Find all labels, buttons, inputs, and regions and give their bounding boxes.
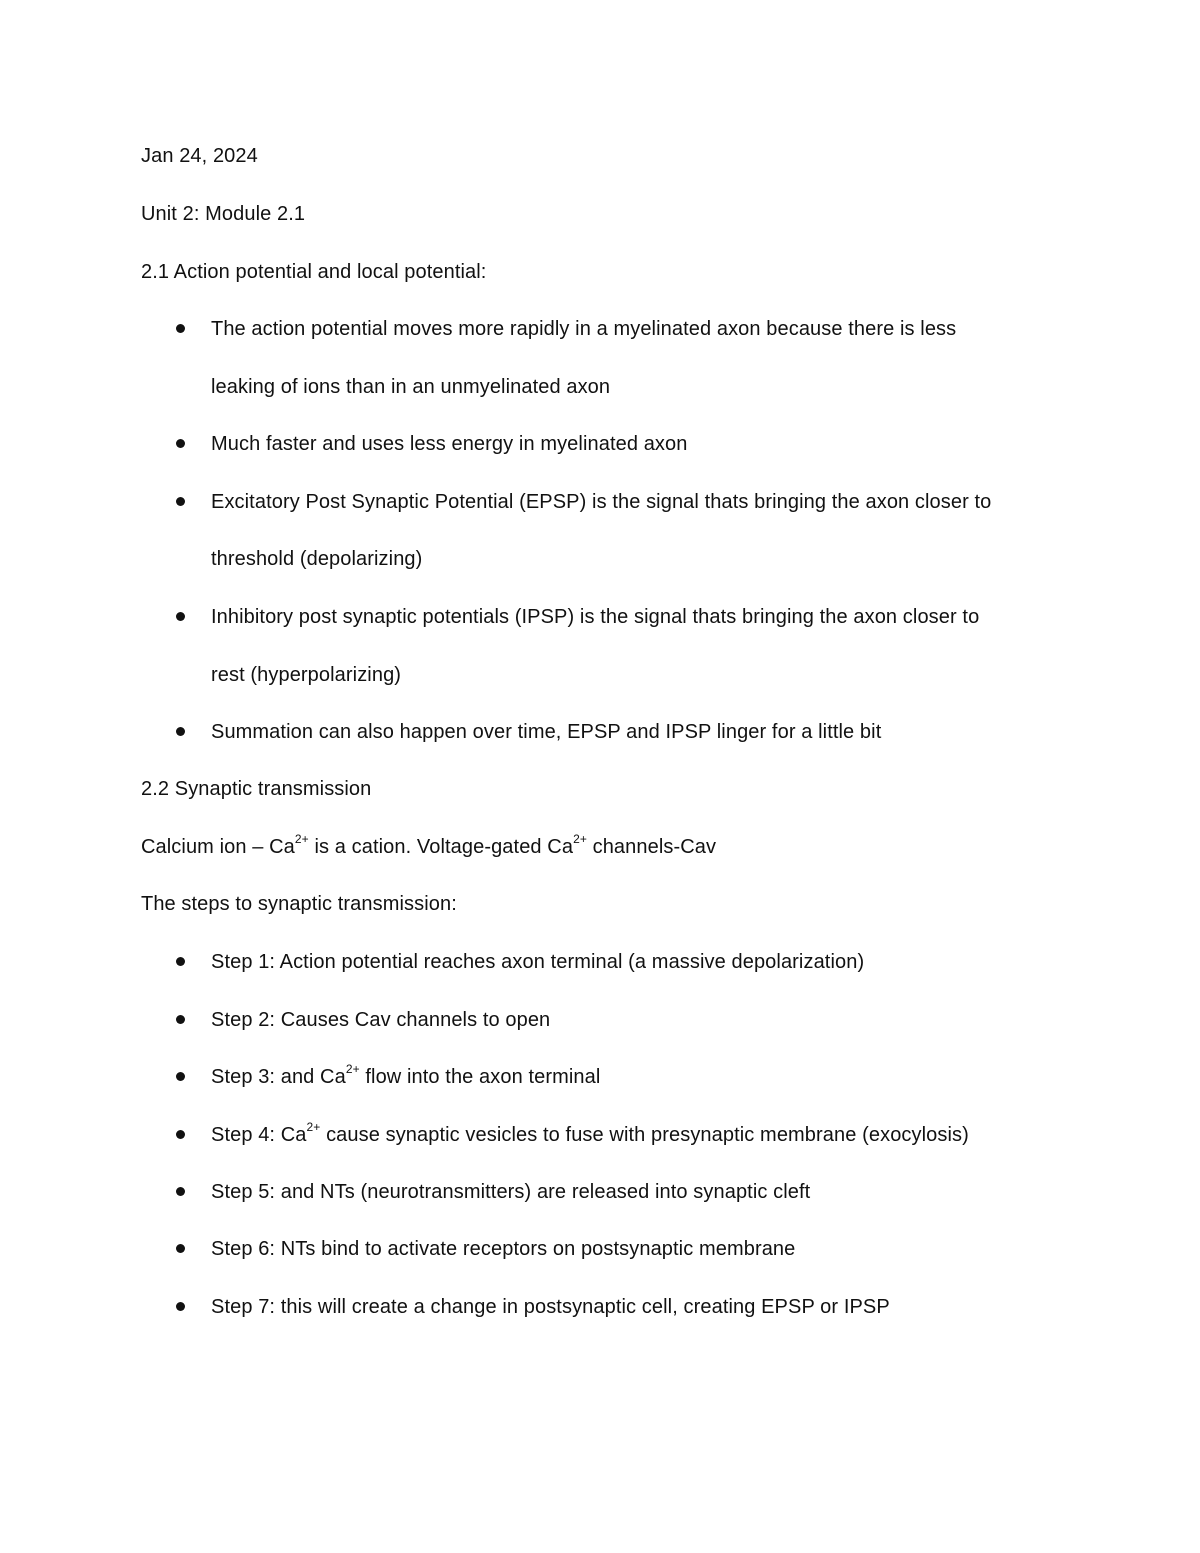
bullet-4-line-1: Inhibitory post synaptic potentials (IPSP) is the signal thats bringing the axon closer to [211, 606, 980, 628]
bullet-icon [176, 957, 185, 966]
step-3-text-2: flow into the axon terminal [359, 1066, 601, 1088]
calcium-text-3: channels-Cav [586, 836, 717, 858]
step-5: Step 5: and NTs (neurotransmitters) are released into synaptic cleft [211, 1181, 811, 1203]
bullet-icon [176, 1187, 185, 1196]
calcium-superscript-1: 2+ [294, 832, 309, 847]
calcium-text-2: is a cation. Voltage-gated Ca [308, 836, 574, 858]
bullet-2-line-1: Much faster and uses less energy in myelinated axon [211, 433, 688, 455]
bullet-icon [176, 324, 185, 333]
calcium-text-1: Calcium ion – Ca [141, 836, 295, 858]
bullet-icon [176, 1015, 185, 1024]
bullet-1-line-1: The action potential moves more rapidly in a myelinated axon because there is less [211, 318, 957, 340]
step-4-text-2: cause synaptic vesicles to fuse with presynaptic membrane (exocylosis) [320, 1124, 969, 1146]
bullet-4-line-2: rest (hyperpolarizing) [211, 664, 402, 686]
bullet-icon [176, 439, 185, 448]
bullet-3-line-2: threshold (depolarizing) [211, 548, 423, 570]
steps-intro: The steps to synaptic transmission: [141, 893, 457, 915]
step-3-superscript: 2+ [345, 1062, 360, 1077]
step-3-text-1: Step 3: and Ca [211, 1066, 346, 1088]
step-1: Step 1: Action potential reaches axon terminal (a massive depolarization) [211, 951, 865, 973]
bullet-icon [176, 1072, 185, 1081]
bullet-icon [176, 1302, 185, 1311]
bullet-5-line-1: Summation can also happen over time, EPSP and IPSP linger for a little bit [211, 721, 882, 743]
step-4-text-1: Step 4: Ca [211, 1124, 307, 1146]
section-heading-2-2: 2.2 Synaptic transmission [141, 778, 372, 800]
bullet-icon [176, 1130, 185, 1139]
bullet-icon [176, 727, 185, 736]
step-2: Step 2: Causes Cav channels to open [211, 1009, 551, 1031]
step-7: Step 7: this will create a change in postsynaptic cell, creating EPSP or IPSP [211, 1296, 890, 1318]
unit-title: Unit 2: Module 2.1 [141, 203, 306, 225]
bullet-3-line-1: Excitatory Post Synaptic Potential (EPSP) is the signal thats bringing the axon closer to [211, 491, 992, 513]
step-3 [211, 1062, 601, 1089]
calcium-superscript-2: 2+ [573, 832, 587, 847]
bullet-1-line-2: leaking of ions than in an unmyelinated axon [211, 376, 611, 398]
bullet-icon [176, 612, 185, 621]
calcium-line [141, 832, 717, 859]
step-4 [211, 1120, 969, 1147]
step-4-superscript: 2+ [306, 1120, 321, 1135]
step-6: Step 6: NTs bind to activate receptors on postsynaptic membrane [211, 1238, 796, 1260]
bullet-icon [176, 1244, 185, 1253]
section-heading-2-1: 2.1 Action potential and local potential: [141, 261, 487, 283]
bullet-icon [176, 497, 185, 506]
date-line: Jan 24, 2024 [141, 145, 258, 167]
